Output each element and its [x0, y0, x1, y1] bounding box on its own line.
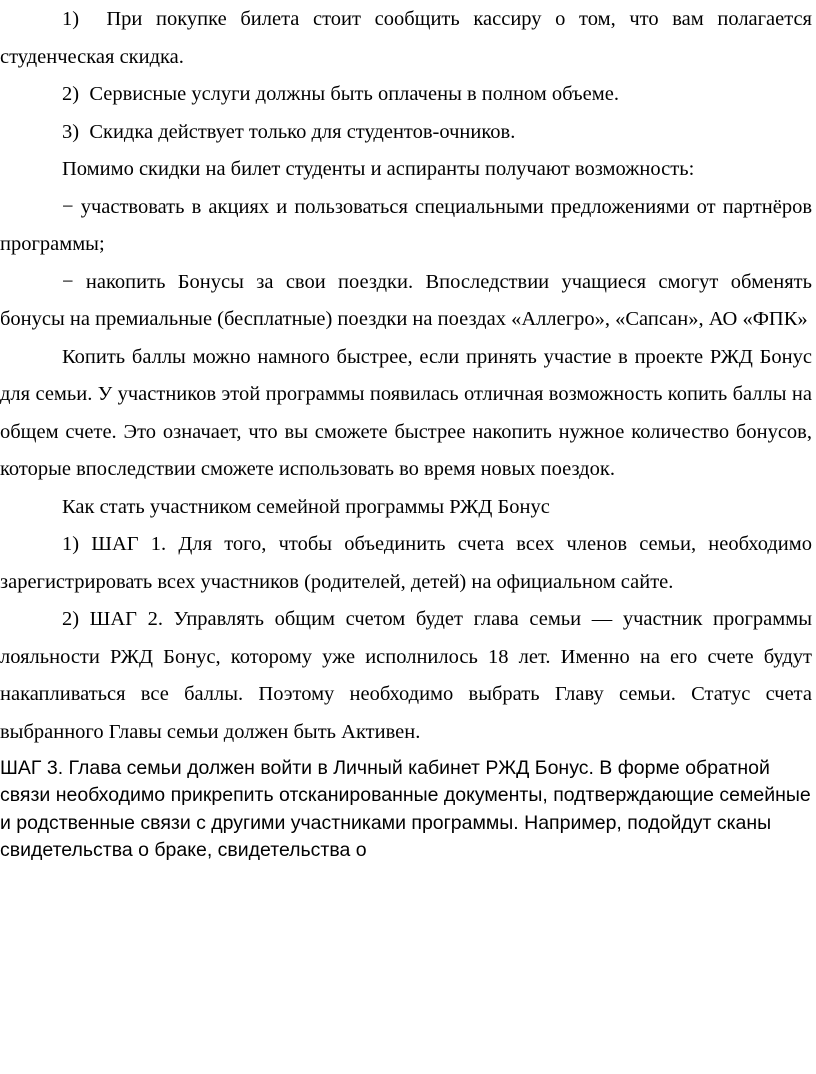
list-item-discount-notice: 1) При покупке билета стоит сообщить кассиру о том, что вам полагается студенческая скидка. — [0, 8, 812, 68]
list-item-service-fees: 2) Сервисные услуги должны быть оплачены в полном объеме. — [62, 83, 619, 105]
paragraph-opportunities-intro: Помимо скидки на билет студенты и аспиранты получают возможность: — [62, 158, 695, 180]
list-item-step-2: 2) ШАГ 2. Управлять общим счетом будет глава семьи — участник программы лояльности РЖД Бонус, которому уже исполнилось 18 лет. Именно на его счете будут накапливаться все баллы. Поэтому необходимо выбрать Главу семьи. Статус счета выбранного Главы семьи должен быть Активен. — [0, 608, 812, 743]
heading-how-to-join: Как стать участником семейной программы РЖД Бонус — [62, 495, 550, 518]
bullet-promotions: − участвовать в акциях и пользоваться специальными предложениями от партнёров программы; — [0, 195, 812, 255]
paragraph-step-3: ШАГ 3. Глава семьи должен войти в Личный кабинет РЖД Бонус. В форме обратной связи необходимо прикрепить отсканированные документы, подтверждающие семейные и родственные связи с другими участниками программы. Например, подойдут сканы свидетельства о браке, свидетельства о — [0, 757, 811, 861]
list-item-step-1: 1) ШАГ 1. Для того, чтобы объединить счета всех членов семьи, необходимо зарегистрировать всех участников (родителей, детей) на официальном сайте. — [0, 533, 812, 593]
paragraph-family-program: Копить баллы можно намного быстрее, если принять участие в проекте РЖД Бонус для семьи. У участников этой программы появилась отличная возможность копить баллы на общем счете. Это означает, что вы сможете быстрее накопить нужное количество бонусов, которые впоследствии сможете использовать во время новых поездок. — [0, 345, 812, 480]
list-item-fulltime-only: 3) Скидка действует только для студентов-очников. — [62, 120, 516, 143]
bullet-bonuses: − накопить Бонусы за свои поездки. Впоследствии учащиеся смогут обменять бонусы на премиальные (бесплатные) поездки на поездах «Аллегро», «Сапсан», АО «ФПК» — [0, 270, 812, 330]
